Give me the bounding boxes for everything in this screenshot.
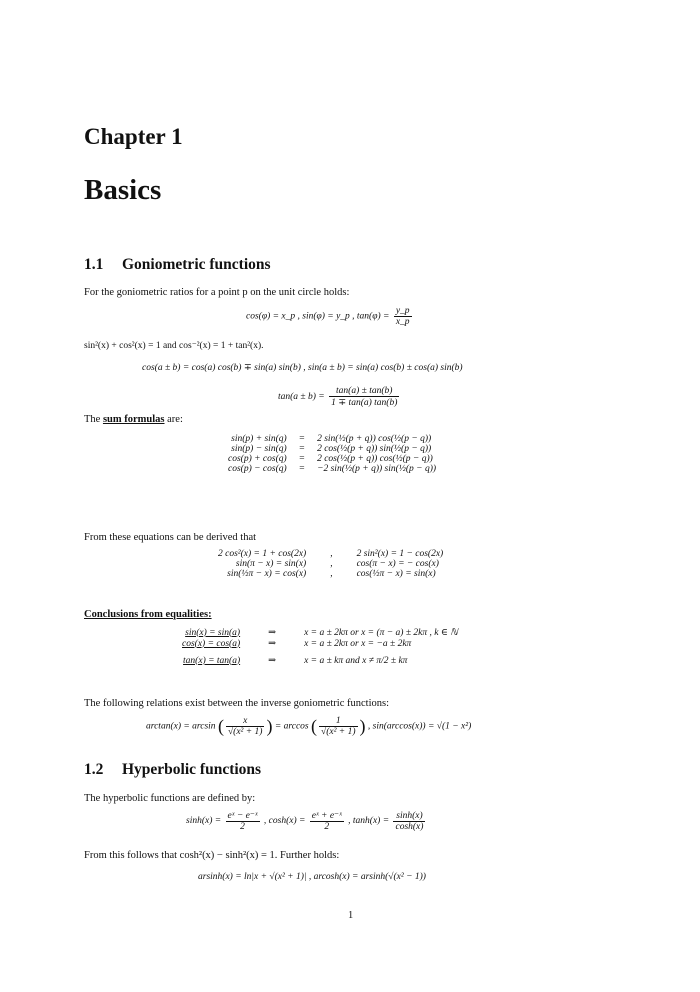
paragraph-intro: For the goniometric ratios for a point p on the unit circle holds: — [84, 287, 350, 298]
sum-formulas-table — [222, 434, 442, 474]
equation-addition: cos(a ± b) = cos(a) cos(b) ∓ sin(a) sin(b) , sin(a ± b) = sin(a) cos(b) ± cos(a) sin(b) — [142, 363, 463, 373]
derived-intro: From these equations can be derived that — [84, 532, 257, 543]
equation-inverse: arctan(x) = arcsin ( $\frac{x}{\text{√(x² + 1)}}$ ) = arccos ( $\frac{1}{\text{√(x² + 1)}}$ ) , sin(arccos(x)) = √(1 − x²) — [146, 716, 472, 737]
hyperbolic-intro: The hyperbolic functions are defined by: — [84, 793, 256, 804]
equation-identity: sin²(x) + cos²(x) = 1 and cos⁻²(x) = 1 + tan²(x). — [84, 341, 264, 351]
table-row: sin(p) + sin(q) = 2 sin(½(p + q)) cos(½(p − q)) — [231, 434, 432, 444]
section-title: Hyperbolic functions — [122, 761, 262, 778]
section-title: Goniometric functions — [122, 256, 271, 273]
page-number: 1 — [348, 910, 354, 921]
section-number: 1.2 — [84, 761, 104, 778]
equation-hyperbolic: sinh(x) = $\frac{\text{eˣ − e⁻ˣ}}{2}$ , cosh(x) = $\frac{\text{eˣ + e⁻ˣ}}{2}$ , tanh(x) = $\frac{\sinh(x)}{\cosh(x)}$ — [186, 810, 424, 832]
table-row: sin(½π − x) = cos(x) , cos(½π − x) = sin(x) — [227, 569, 436, 579]
table-row: sin(x) = sin(a) ⇒ x = a ± 2kπ or x = (π − a) ± 2kπ , k ∈ ℕ — [185, 627, 458, 638]
chapter-label: Chapter 1 — [84, 124, 183, 149]
table-row: cos(p) − cos(q) = −2 sin(½(p + q)) sin(½(p − q)) — [228, 464, 437, 474]
section-heading-1-1 — [84, 256, 271, 274]
chapter-title: Basics — [84, 174, 162, 206]
inverse-intro: The following relations exist between the inverse goniometric functions: — [84, 698, 390, 709]
conclusions-heading: Conclusions from equalities: — [84, 609, 212, 620]
equation-ratios: cos(φ) = x_p , sin(φ) = y_p , tan(φ) = $\frac{y\_p}{x\_p}$ — [246, 306, 410, 327]
table-row: 2 cos²(x) = 1 + cos(2x) , 2 sin²(x) = 1 − cos(2x) — [218, 549, 444, 559]
equation-tan-sum: tan(a ± b) = $\frac{\tan(a) \pm \tan(b)}{1 \mp \tan(a) \tan(b)}$ — [278, 386, 398, 408]
derived-table — [212, 549, 449, 579]
conclusions-table — [176, 627, 464, 666]
equation-arc-hyperbolic: arsinh(x) = ln|x + √(x² + 1)| , arcosh(x) = arsinh(√(x² − 1)) — [198, 872, 426, 882]
section-number: 1.1 — [84, 256, 104, 273]
table-row: sin(π − x) = sin(x) , cos(π − x) = − cos(x) — [235, 559, 439, 569]
table-row: tan(x) = tan(a) ⇒ x = a ± kπ and x ≠ π/2 ± kπ — [183, 655, 408, 666]
sum-formulas-intro: The sum formulas are: — [84, 414, 183, 425]
hyperbolic-follow: From this follows that cosh²(x) − sinh²(x) = 1. Further holds: — [84, 850, 340, 861]
section-heading-1-2 — [84, 761, 261, 779]
table-row: sin(p) − sin(q) = 2 cos(½(p + q)) sin(½(p − q)) — [231, 444, 432, 454]
table-row: cos(p) + cos(q) = 2 cos(½(p + q)) cos(½(p − q)) — [228, 454, 433, 464]
table-row: cos(x) = cos(a) ⇒ x = a ± 2kπ or x = −a ± 2kπ — [182, 638, 412, 649]
